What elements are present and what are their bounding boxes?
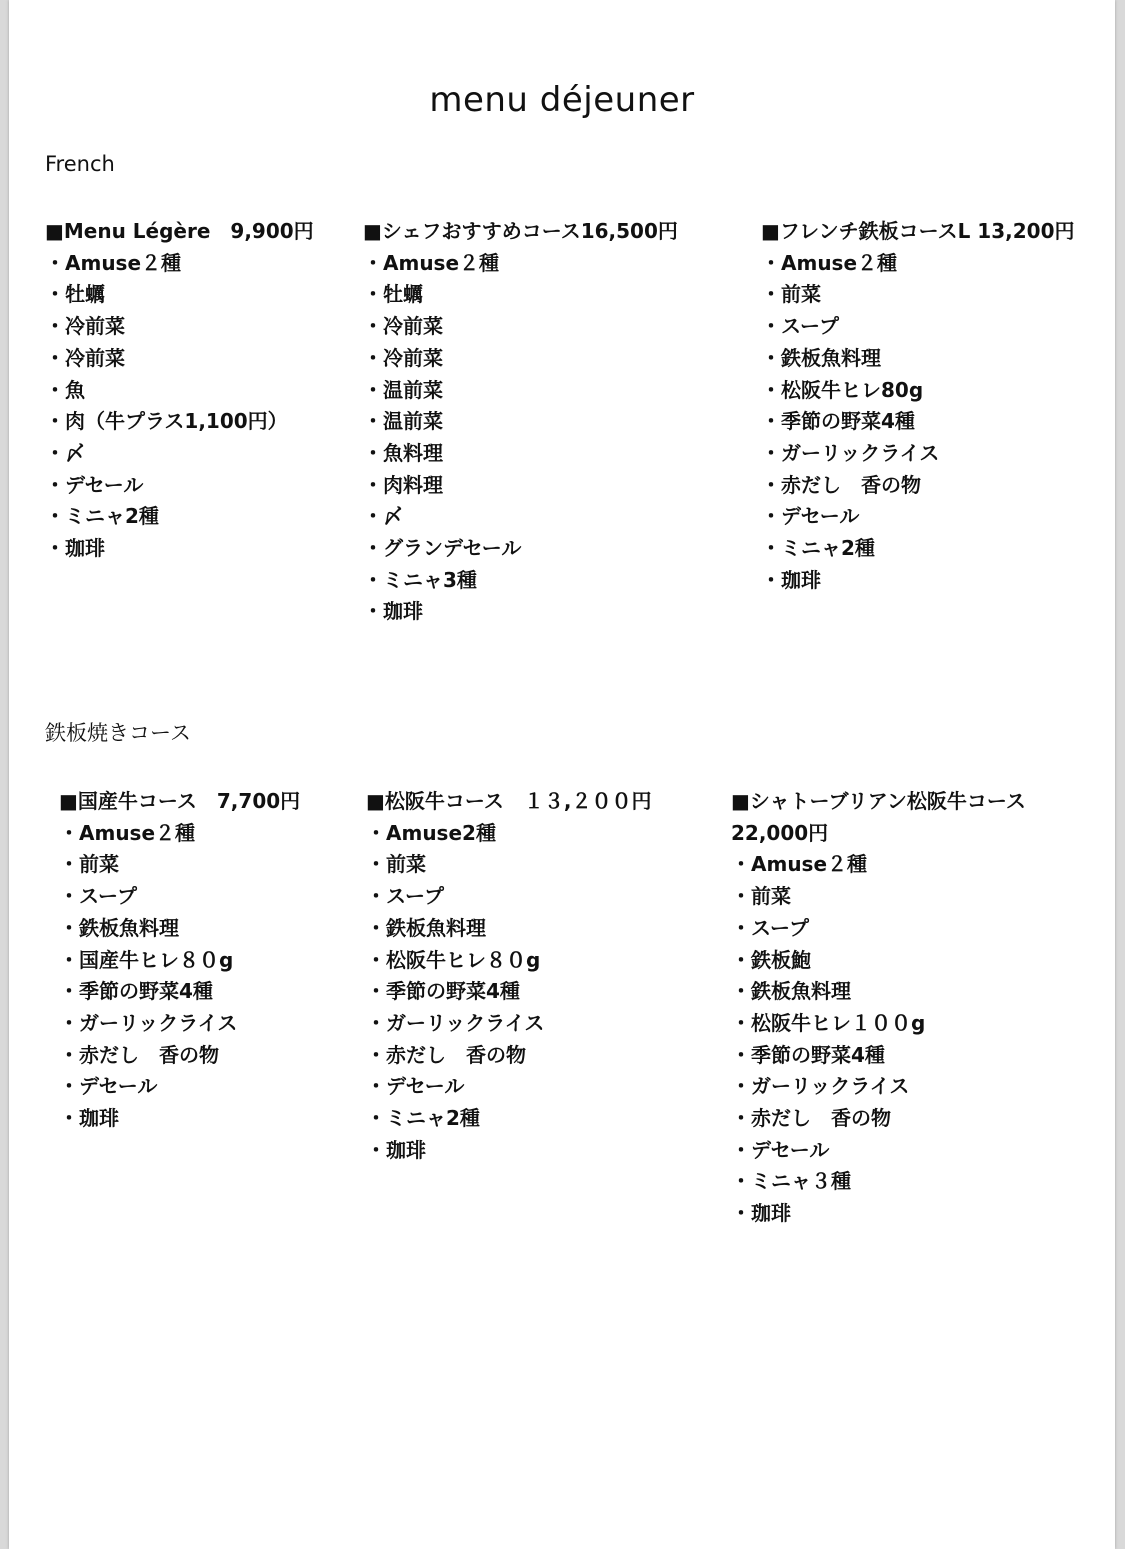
course-item	[59, 849, 300, 881]
bullet-icon: ・	[363, 504, 383, 529]
course-item-label: ミニャ3種	[383, 567, 477, 592]
course-item	[366, 945, 652, 977]
course-item-list	[59, 818, 300, 1135]
course-price: 22,000円	[731, 820, 829, 845]
course-item	[731, 1166, 1026, 1198]
course-item-label: デセール	[79, 1074, 158, 1099]
course-item	[45, 501, 314, 533]
course-item-label: 赤だし 香の物	[386, 1042, 526, 1067]
course-item	[363, 279, 678, 311]
course-item	[761, 501, 1074, 533]
course-item-label: 冷前菜	[65, 345, 125, 370]
bullet-icon: ・	[363, 409, 383, 434]
bullet-icon: ・	[366, 884, 386, 909]
course-heading: ■シェフおすすめコース16,500円	[363, 219, 678, 243]
bullet-icon: ・	[45, 409, 65, 434]
course-item-label: Amuse２種	[79, 820, 196, 845]
course-item	[761, 470, 1074, 502]
course-item-list	[761, 248, 1074, 597]
course-item	[59, 1040, 300, 1072]
course-item-label: 赤だし 香の物	[781, 472, 921, 497]
course-item	[366, 849, 652, 881]
course-item	[363, 501, 678, 533]
course-item	[45, 438, 314, 470]
course-item-label: 松阪牛ヒレ80g	[781, 377, 924, 402]
course-item-label: Amuse2種	[386, 820, 496, 845]
course-item	[731, 881, 1026, 913]
course-item	[731, 1135, 1026, 1167]
course-item-label: 前菜	[79, 852, 119, 877]
bullet-icon: ・	[59, 915, 79, 940]
course-item-label: 肉料理	[383, 472, 443, 497]
bullet-icon: ・	[59, 820, 79, 845]
course-item-label: ミニャ2種	[781, 536, 875, 561]
course-item-label: 珈琲	[781, 567, 821, 592]
bullet-icon: ・	[731, 1137, 751, 1162]
course-item	[363, 438, 678, 470]
course-item-label: 魚料理	[383, 440, 443, 465]
bullet-icon: ・	[363, 314, 383, 339]
bullet-icon: ・	[363, 250, 383, 275]
course-item-label: 〆	[65, 440, 85, 465]
bullet-icon: ・	[363, 345, 383, 370]
course-item	[59, 1103, 300, 1135]
course-item	[363, 533, 678, 565]
course-item	[363, 470, 678, 502]
course-item-label: 前菜	[751, 884, 791, 909]
bullet-icon: ・	[366, 1042, 386, 1067]
bullet-icon: ・	[59, 979, 79, 1004]
course-item	[761, 438, 1074, 470]
bullet-icon: ・	[45, 282, 65, 307]
bullet-icon: ・	[366, 979, 386, 1004]
course-item	[761, 248, 1074, 280]
bullet-icon: ・	[761, 504, 781, 529]
bullet-icon: ・	[761, 440, 781, 465]
course-item	[363, 375, 678, 407]
course-item	[731, 976, 1026, 1008]
course-item-label: 赤だし 香の物	[79, 1042, 219, 1067]
course-item	[59, 945, 300, 977]
bullet-icon: ・	[59, 1042, 79, 1067]
course-item-label: 鉄板魚料理	[79, 915, 179, 940]
course-item-label: 珈琲	[751, 1201, 791, 1226]
bullet-icon: ・	[363, 567, 383, 592]
bullet-icon: ・	[761, 377, 781, 402]
course-item	[761, 565, 1074, 597]
bullet-icon: ・	[366, 947, 386, 972]
course-item-label: Amuse２種	[383, 250, 500, 275]
bullet-icon: ・	[761, 409, 781, 434]
bullet-icon: ・	[731, 1106, 751, 1131]
course-heading: ■国産牛コース 7,700円	[59, 789, 301, 813]
course-item-label: スープ	[781, 314, 839, 339]
course-item	[761, 533, 1074, 565]
bullet-icon: ・	[761, 282, 781, 307]
course-item-label: 牡蠣	[383, 282, 423, 307]
course-item	[731, 945, 1026, 977]
course-item	[731, 1071, 1026, 1103]
course-item	[761, 406, 1074, 438]
course-heading: ■松阪牛コース １３,２００円	[366, 789, 652, 813]
bullet-icon: ・	[59, 1106, 79, 1131]
course-item-label: ミニャ2種	[65, 504, 159, 529]
course-item-label: 季節の野菜4種	[386, 979, 520, 1004]
course-item-label: Amuse２種	[781, 250, 898, 275]
bullet-icon: ・	[366, 1010, 386, 1035]
course-item	[731, 913, 1026, 945]
course-item	[731, 1198, 1026, 1230]
bullet-icon: ・	[366, 1106, 386, 1131]
bullet-icon: ・	[731, 915, 751, 940]
course-item-label: ガーリックライス	[79, 1010, 238, 1035]
course-item-label: ガーリックライス	[386, 1010, 545, 1035]
course-item-label: 前菜	[781, 282, 821, 307]
course-heading: ■Menu Légère 9,900円	[45, 219, 314, 243]
course-item	[366, 976, 652, 1008]
course-item-label: 〆	[383, 504, 403, 529]
bullet-icon: ・	[731, 947, 751, 972]
bullet-icon: ・	[363, 440, 383, 465]
course-domestic-beef	[59, 786, 300, 1135]
bullet-icon: ・	[731, 1169, 751, 1194]
course-item-label: デセール	[65, 472, 144, 497]
course-item-label: デセール	[751, 1137, 830, 1162]
course-item-label: Amuse２種	[751, 852, 868, 877]
course-item	[363, 248, 678, 280]
bullet-icon: ・	[59, 884, 79, 909]
bullet-icon: ・	[731, 1042, 751, 1067]
course-item-label: 珈琲	[79, 1106, 119, 1131]
course-item-label: ミニャ３種	[751, 1169, 851, 1194]
course-item-label: デセール	[781, 504, 860, 529]
course-chef-recommend	[363, 216, 678, 628]
course-item	[761, 343, 1074, 375]
course-item	[363, 406, 678, 438]
bullet-icon: ・	[366, 1137, 386, 1162]
course-item	[366, 818, 652, 850]
course-item-label: 国産牛ヒレ８０g	[79, 947, 234, 972]
course-item-list	[45, 248, 314, 565]
course-item-label: 冷前菜	[383, 345, 443, 370]
course-item-label: 牡蠣	[65, 282, 105, 307]
bullet-icon: ・	[731, 1074, 751, 1099]
course-item	[366, 1071, 652, 1103]
course-french-teppan-l	[761, 216, 1074, 596]
course-item	[731, 1008, 1026, 1040]
course-item	[45, 375, 314, 407]
course-item	[366, 1135, 652, 1167]
course-item	[731, 1040, 1026, 1072]
course-item	[363, 565, 678, 597]
course-item	[731, 1103, 1026, 1135]
bullet-icon: ・	[45, 440, 65, 465]
bullet-icon: ・	[45, 504, 65, 529]
course-item	[366, 1103, 652, 1135]
course-item-label: 魚	[65, 377, 85, 402]
course-item-label: 松阪牛ヒレ８０g	[386, 947, 541, 972]
course-item-label: 温前菜	[383, 409, 443, 434]
section-label-teppanyaki: 鉄板焼きコース	[45, 721, 191, 745]
bullet-icon: ・	[363, 377, 383, 402]
course-item	[363, 343, 678, 375]
bullet-icon: ・	[45, 314, 65, 339]
bullet-icon: ・	[761, 250, 781, 275]
course-item	[45, 311, 314, 343]
bullet-icon: ・	[59, 1074, 79, 1099]
course-item-label: 松阪牛ヒレ１００g	[751, 1010, 926, 1035]
bullet-icon: ・	[59, 947, 79, 972]
bullet-icon: ・	[731, 852, 751, 877]
bullet-icon: ・	[363, 282, 383, 307]
course-item	[59, 1071, 300, 1103]
bullet-icon: ・	[45, 472, 65, 497]
bullet-icon: ・	[731, 979, 751, 1004]
page-title: menu déjeuner	[429, 80, 695, 120]
bullet-icon: ・	[366, 915, 386, 940]
bullet-icon: ・	[45, 536, 65, 561]
course-item-label: スープ	[386, 884, 444, 909]
course-item	[59, 818, 300, 850]
bullet-icon: ・	[761, 536, 781, 561]
bullet-icon: ・	[366, 1074, 386, 1099]
course-item	[45, 533, 314, 565]
course-matsusaka-beef	[366, 786, 652, 1166]
bullet-icon: ・	[761, 314, 781, 339]
bullet-icon: ・	[59, 852, 79, 877]
bullet-icon: ・	[363, 472, 383, 497]
course-item	[45, 470, 314, 502]
bullet-icon: ・	[59, 1010, 79, 1035]
course-item-label: 冷前菜	[65, 314, 125, 339]
course-menu-legere	[45, 216, 314, 565]
course-item-list	[363, 248, 678, 628]
course-item-label: 鉄板魚料理	[781, 345, 881, 370]
course-item-label: 前菜	[386, 852, 426, 877]
course-heading: ■シャトーブリアン松阪牛コース	[731, 789, 1026, 813]
course-item-label: デセール	[386, 1074, 465, 1099]
bullet-icon: ・	[366, 820, 386, 845]
course-item-label: ガーリックライス	[751, 1074, 910, 1099]
course-item-label: スープ	[751, 915, 809, 940]
course-item	[366, 913, 652, 945]
course-item-label: ミニャ2種	[386, 1106, 480, 1131]
bullet-icon: ・	[45, 377, 65, 402]
course-item-label: 鉄板魚料理	[386, 915, 486, 940]
bullet-icon: ・	[761, 472, 781, 497]
bullet-icon: ・	[761, 567, 781, 592]
course-item-label: 温前菜	[383, 377, 443, 402]
course-item-list	[366, 818, 652, 1167]
course-item-label: 季節の野菜4種	[79, 979, 213, 1004]
course-item	[366, 881, 652, 913]
course-item	[59, 913, 300, 945]
course-item	[761, 311, 1074, 343]
menu-page	[9, 0, 1115, 1549]
course-item-label: ガーリックライス	[781, 440, 940, 465]
course-item	[363, 596, 678, 628]
course-item-label: 肉（牛プラス1,100円）	[65, 409, 288, 434]
course-item-label: スープ	[79, 884, 137, 909]
course-item-label: 珈琲	[65, 536, 105, 561]
course-item-label: Amuse２種	[65, 250, 182, 275]
course-item-label: 季節の野菜4種	[751, 1042, 885, 1067]
course-item	[45, 279, 314, 311]
course-item-label: 赤だし 香の物	[751, 1106, 891, 1131]
course-item	[761, 375, 1074, 407]
course-item-label: 冷前菜	[383, 314, 443, 339]
bullet-icon: ・	[761, 345, 781, 370]
bullet-icon: ・	[731, 1201, 751, 1226]
course-item	[366, 1008, 652, 1040]
course-item	[731, 849, 1026, 881]
course-item	[59, 1008, 300, 1040]
course-item-label: 季節の野菜4種	[781, 409, 915, 434]
course-item	[761, 279, 1074, 311]
bullet-icon: ・	[731, 884, 751, 909]
course-item-label: 珈琲	[383, 599, 423, 624]
course-item-label: 鉄板鮑	[751, 947, 811, 972]
bullet-icon: ・	[45, 345, 65, 370]
course-item-list	[731, 849, 1026, 1229]
bullet-icon: ・	[363, 536, 383, 561]
course-item	[45, 343, 314, 375]
bullet-icon: ・	[731, 1010, 751, 1035]
course-item	[59, 881, 300, 913]
bullet-icon: ・	[363, 599, 383, 624]
section-label-french: French	[45, 152, 115, 176]
course-item	[363, 311, 678, 343]
course-heading: ■フレンチ鉄板コースL 13,200円	[761, 219, 1075, 243]
course-item	[45, 406, 314, 438]
course-item-label: 珈琲	[386, 1137, 426, 1162]
bullet-icon: ・	[366, 852, 386, 877]
course-item-label: グランデセール	[383, 536, 522, 561]
course-chateaubriand	[731, 786, 1026, 1230]
bullet-icon: ・	[45, 250, 65, 275]
course-item	[366, 1040, 652, 1072]
course-item	[59, 976, 300, 1008]
course-item	[45, 248, 314, 280]
course-item-label: 鉄板魚料理	[751, 979, 851, 1004]
